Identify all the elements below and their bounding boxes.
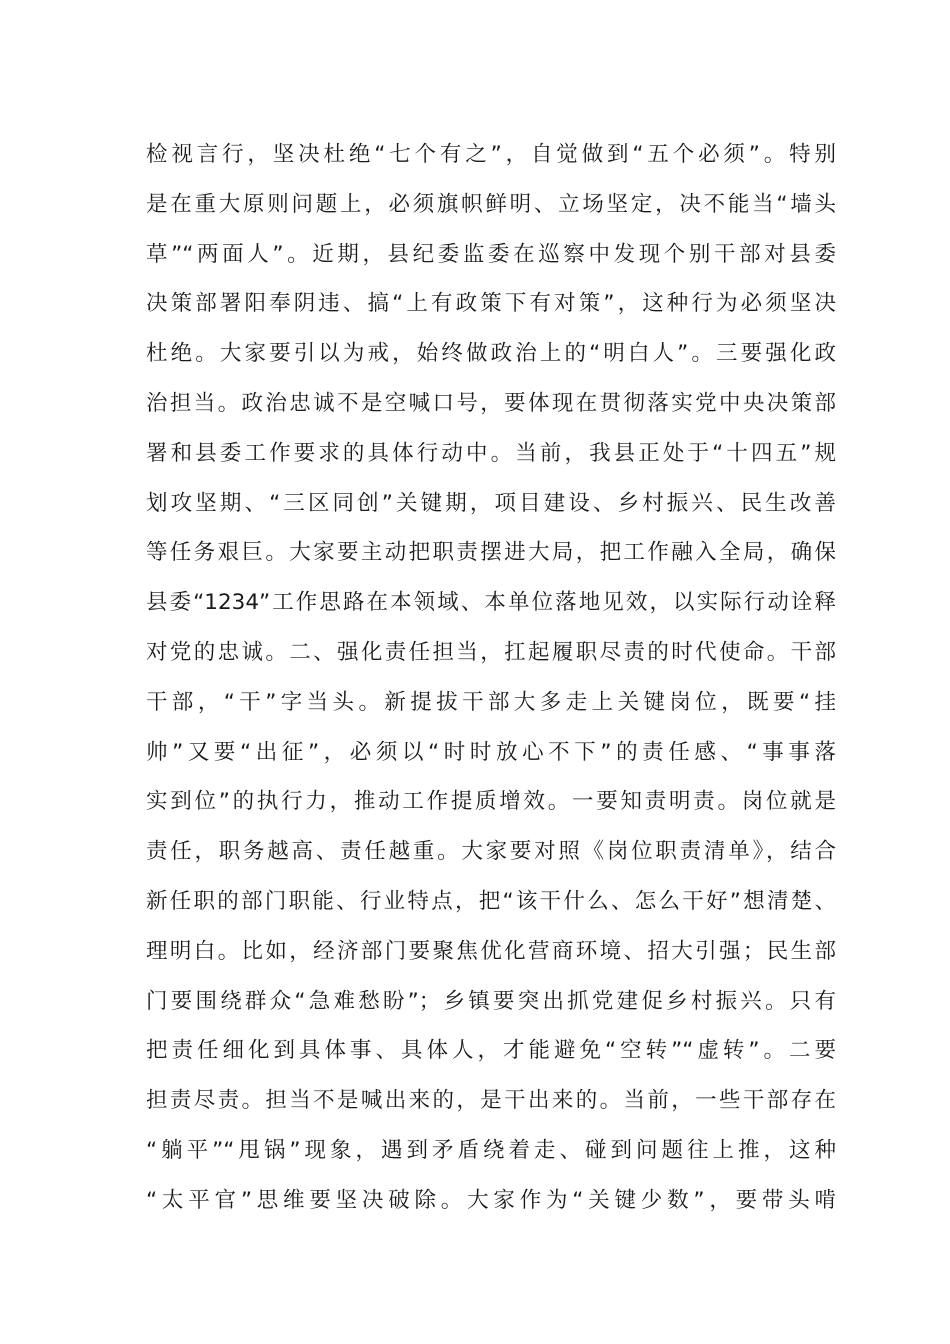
text-line: 门要围绕群众“急难愁盼”；乡镇要突出抓党建促乡村振兴。只有 xyxy=(146,988,836,1014)
text-line: 干部，“干”字当头。新提拔干部大多走上关键岗位，既要“挂 xyxy=(146,689,836,715)
text-line: 草”“两面人”。近期，县纪委监委在巡察中发现个别干部对县委 xyxy=(146,241,836,267)
text-line: 理明白。比如，经济部门要聚焦优化营商环境、招大引强；民生部 xyxy=(146,938,836,964)
body-text xyxy=(146,130,836,1226)
text-line: 是在重大原则问题上，必须旗帜鲜明、立场坚定，决不能当“墙头 xyxy=(146,191,836,217)
text-line: 对党的忠诚。二、强化责任担当，扛起履职尽责的时代使命。干部 xyxy=(146,639,836,665)
text-line: 等任务艰巨。大家要主动把职责摆进大局，把工作融入全局，确保 xyxy=(146,540,836,566)
text-line: 责任，职务越高、责任越重。大家要对照《岗位职责清单》，结合 xyxy=(146,839,836,865)
text-line: 担责尽责。担当不是喊出来的，是干出来的。当前，一些干部存在 xyxy=(146,1088,836,1114)
text-line: 帅”又要“出征”，必须以“时时放心不下”的责任感、“事事落 xyxy=(146,739,836,765)
text-line: 决策部署阳奉阴违、搞“上有政策下有对策”，这种行为必须坚决 xyxy=(146,291,836,317)
text-line: 治担当。政治忠诚不是空喊口号，要体现在贯彻落实党中央决策部 xyxy=(146,390,836,416)
text-line: 实到位”的执行力，推动工作提质增效。一要知责明责。岗位就是 xyxy=(146,789,836,815)
text-line: 杜绝。大家要引以为戒，始终做政治上的“明白人”。三要强化政 xyxy=(146,341,836,367)
text-line: 新任职的部门职能、行业特点，把“该干什么、怎么干好”想清楚、 xyxy=(146,888,836,914)
text-line: 划攻坚期、“三区同创”关键期，项目建设、乡村振兴、民生改善 xyxy=(146,490,836,516)
text-line: 署和县委工作要求的具体行动中。当前，我县正处于“十四五”规 xyxy=(146,440,836,466)
text-line: 检视言行，坚决杜绝“七个有之”，自觉做到“五个必须”。特别 xyxy=(146,142,836,167)
text-line: “躺平”“甩锅”现象，遇到矛盾绕着走、碰到问题往上推，这种 xyxy=(146,1137,836,1163)
text-line: 把责任细化到具体事、具体人，才能避免“空转”“虚转”。二要 xyxy=(146,1038,836,1064)
text-line: “太平官”思维要坚决破除。大家作为“关键少数”，要带头啃 xyxy=(146,1187,836,1213)
text-line: 县委“1234”工作思路在本领域、本单位落地见效，以实际行动诠释 xyxy=(146,590,836,616)
